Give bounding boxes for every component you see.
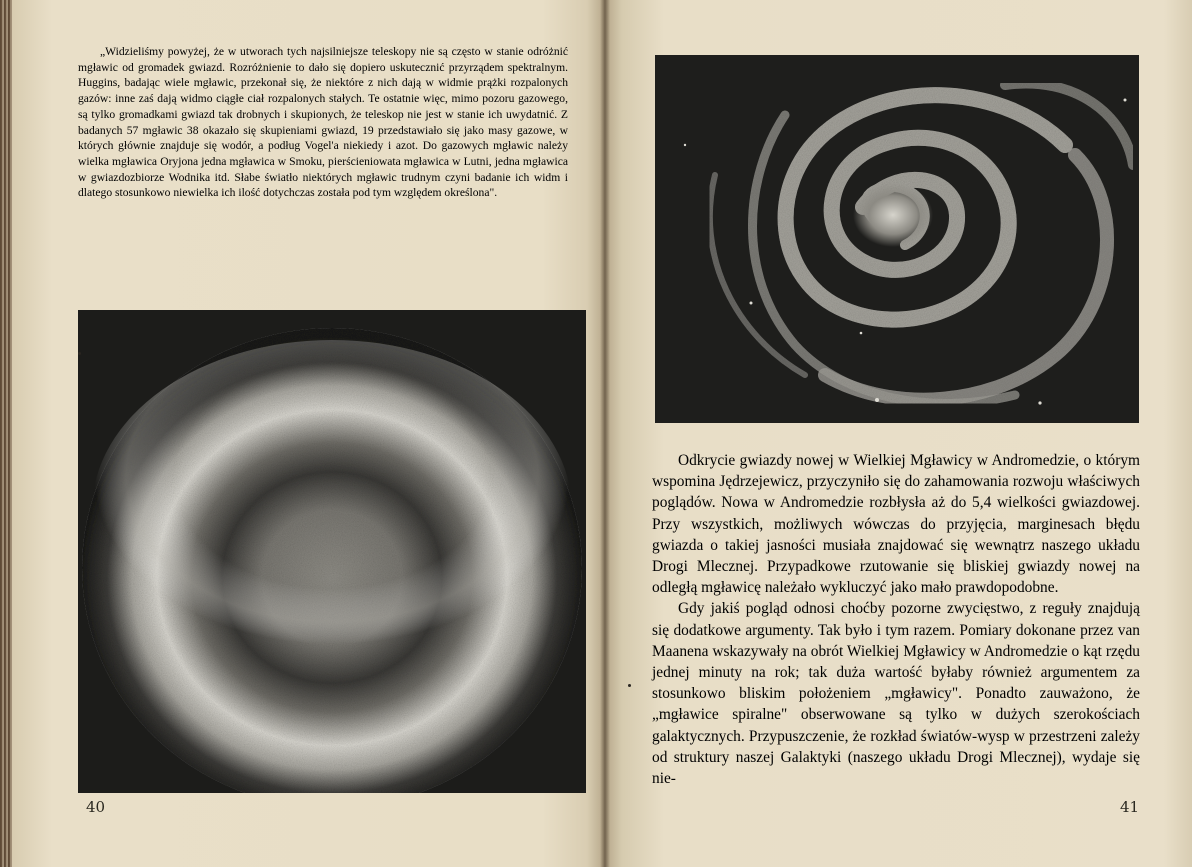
book-gutter (600, 0, 610, 867)
ring-nebula-image (78, 310, 586, 793)
body-text (652, 450, 1140, 789)
spiral-galaxy-image (655, 55, 1139, 423)
page-number-left: 40 (86, 798, 106, 816)
paragraph-1: Odkrycie gwiazdy nowej w Wielkiej Mgławicy w Andromedzie, o którym wspomina Jędrzejewicz, przyczyniło się do zahamowania rozwoju właściwych poglądów. Nowa w Andromedzie rozbłysła aż do 5,4 wielkości gwiazdowej. Przy wszystkich, możliwych wówczas do przyjęcia, marginesach błędu gwiazda o takiej jasności musiała znajdować się wewnątrz naszego układu Drogi Mlecznej. Przypadkowe rzutowanie się bliskiej gwiazdy nowej na odległą mgławicę należało wykluczyć jako mało prawdopodobne. (652, 452, 1140, 597)
spiral-galaxy-photo (655, 55, 1139, 423)
quoted-paragraph: „Widzieliśmy powyżej, że w utworach tych najsilniejsze teleskopy nie są często w stanie odróżnić mgławic od gromadek gwiazd. Rozróżnienie to dało się dopiero uskutecznić przyrządem spektralnym. Huggins, badając wiele mgławic, przekonał się, że niektóre z nich dają w widmie prążki rozpalonych gazów: inne zaś dają widmo ciągłe ciał rozpalonych stałych. Te ostatnie więc, mimo pozoru gazowego, są tylko gromadkami gwiazd tak drobnych i skupionych, że teleskop nie jest w stanie ich uwydatnić. Z badanych 57 mgławic 38 okazało się skupieniami gwiazd, 19 przedstawiało się jako masy gazowe, w których głównie znajduje się wodór, a podług Vogel'a niekiedy i azot. Do gazowych mgławic należy wielka mgławica Oryjona jedna mgławica w Smoku, pierścieniowata mgławica w Lutni, jedna mgławica w gwiazdozbiorze Wodnika itd. Słabe światło niektórych mgławic trudnym czyni badanie ich widm i dlatego stosunkowo niewielka ich ilość dotychczas została pod tym względem określona". (78, 45, 568, 200)
ink-speck (78, 352, 81, 355)
paragraph-2: Gdy jakiś pogląd odnosi choćby pozorne zwycięstwo, z reguły znajdują się dodatkowe argumenty. Tak było i tym razem. Pomiary dokonane przez van Maanena wskazywały na obrót Wielkiej Mgławicy w Andromedzie o kąt rzędu jednej minuty na rok; tak duża wartość byłaby również argumentem za stosunkowo bliskim położeniem „mgławicy". Ponadto zauważono, że „mgławice spiralne" obserwowane są tylko w dużych szerokościach galaktycznych. Przypuszczenie, że rozkład światów-wysp w przestrzeni zależy od struktury naszej Galaktyki (naszego układu Drogi Mlecznej), wydaje się nie- (652, 600, 1140, 788)
ink-speck (628, 684, 631, 687)
ring-nebula-photo (78, 310, 586, 793)
page-number-right: 41 (1120, 798, 1140, 816)
